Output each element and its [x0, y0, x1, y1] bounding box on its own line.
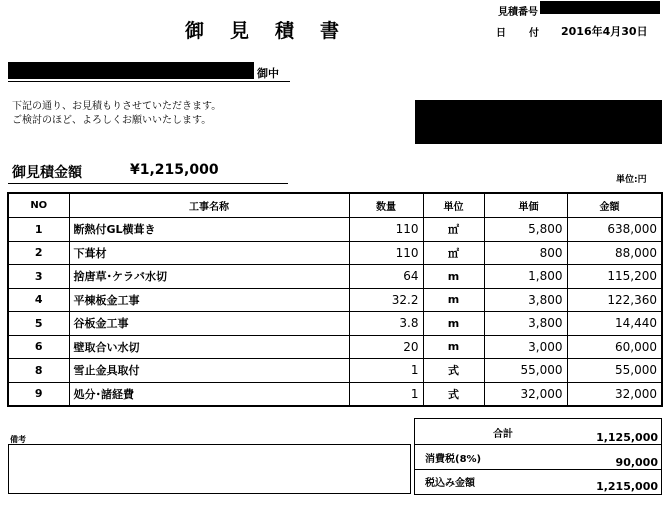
row-no: 3 — [8, 265, 69, 289]
row-amount: 638,000 — [567, 218, 662, 242]
row-amount: 115,200 — [567, 265, 662, 289]
row-unit-price: 3,000 — [484, 335, 567, 359]
row-amount: 14,440 — [567, 312, 662, 336]
row-amount: 32,000 — [567, 382, 662, 406]
subtotal-value: 1,125,000 — [596, 431, 658, 444]
estimate-number-redacted — [540, 1, 660, 14]
row-no: 8 — [8, 359, 69, 383]
table-header-row — [8, 193, 662, 218]
estimate-number-label: 見積番号 — [498, 7, 538, 18]
tax-value: 90,000 — [615, 456, 658, 469]
summary-box — [414, 418, 662, 495]
header-unit-price: 単価 — [484, 193, 567, 218]
row-amount: 55,000 — [567, 359, 662, 383]
estimate-table — [7, 192, 663, 407]
intro-text — [12, 100, 221, 128]
row-name: 下葺材 — [69, 241, 349, 265]
row-no: 9 — [8, 382, 69, 406]
row-amount: 88,000 — [567, 241, 662, 265]
row-unit: ㎡ — [423, 218, 484, 242]
table-row — [8, 241, 662, 265]
row-name: 雪止金具取付 — [69, 359, 349, 383]
total-underline — [8, 183, 288, 184]
row-unit: 式 — [423, 359, 484, 383]
row-qty: 110 — [349, 218, 423, 242]
notes-box — [8, 444, 411, 494]
row-unit-price: 1,800 — [484, 265, 567, 289]
row-unit-price: 5,800 — [484, 218, 567, 242]
row-name: 谷板金工事 — [69, 312, 349, 336]
summary-divider-1 — [415, 444, 661, 445]
tax-label: 消費税(8%) — [425, 454, 482, 465]
row-unit: ㎡ — [423, 241, 484, 265]
row-name: 壁取合い水切 — [69, 335, 349, 359]
header-name: 工事名称 — [69, 193, 349, 218]
intro-line-1: 下記の通り、お見積もりさせていただきます。 — [12, 101, 222, 112]
row-no: 4 — [8, 288, 69, 312]
row-unit: m — [423, 335, 484, 359]
row-unit-price: 800 — [484, 241, 567, 265]
company-info-redacted — [415, 100, 662, 144]
table-row — [8, 288, 662, 312]
header-qty: 数量 — [349, 193, 423, 218]
row-qty: 64 — [349, 265, 423, 289]
header-amount: 金額 — [567, 193, 662, 218]
page-title: 御見積書 — [185, 20, 366, 42]
header-unit: 単位 — [423, 193, 484, 218]
row-qty: 1 — [349, 382, 423, 406]
table-row — [8, 218, 662, 242]
table-row — [8, 312, 662, 336]
row-unit: m — [423, 288, 484, 312]
table-row — [8, 359, 662, 383]
row-qty: 110 — [349, 241, 423, 265]
unit-note: 単位:円 — [616, 175, 647, 185]
client-name-redacted — [8, 62, 254, 79]
row-name: 捨唐草･ケラバ水切 — [69, 265, 349, 289]
table-row — [8, 265, 662, 289]
date-label-right: 付 — [529, 28, 540, 39]
row-qty: 32.2 — [349, 288, 423, 312]
total-amount-value: ¥1,215,000 — [130, 162, 219, 178]
client-suffix: 御中 — [257, 67, 279, 80]
grand-total-value: 1,215,000 — [596, 480, 658, 493]
row-unit-price: 3,800 — [484, 312, 567, 336]
row-qty: 3.8 — [349, 312, 423, 336]
table-row — [8, 382, 662, 406]
row-no: 2 — [8, 241, 69, 265]
row-unit: m — [423, 312, 484, 336]
table-row — [8, 335, 662, 359]
row-unit: m — [423, 265, 484, 289]
row-name: 処分･諸経費 — [69, 382, 349, 406]
intro-line-2: ご検討のほど、よろしくお願いいたします。 — [12, 115, 212, 126]
date-value: 2016年4月30日 — [561, 25, 648, 38]
row-no: 5 — [8, 312, 69, 336]
row-unit-price: 32,000 — [484, 382, 567, 406]
row-qty: 20 — [349, 335, 423, 359]
date-label — [496, 24, 540, 39]
row-amount: 122,360 — [567, 288, 662, 312]
grand-total-label: 税込み金額 — [425, 478, 475, 489]
row-no: 6 — [8, 335, 69, 359]
row-unit: 式 — [423, 382, 484, 406]
summary-divider-2 — [415, 469, 661, 470]
header-no: NO — [8, 193, 69, 218]
row-name: 断熱付GL横葺き — [69, 218, 349, 242]
subtotal-label: 合計 — [493, 429, 513, 440]
total-amount-label: 御見積金額 — [12, 165, 82, 181]
row-unit-price: 3,800 — [484, 288, 567, 312]
client-underline — [8, 81, 290, 82]
row-name: 平棟板金工事 — [69, 288, 349, 312]
row-qty: 1 — [349, 359, 423, 383]
date-label-left: 日 — [496, 28, 507, 39]
row-amount: 60,000 — [567, 335, 662, 359]
row-no: 1 — [8, 218, 69, 242]
row-unit-price: 55,000 — [484, 359, 567, 383]
notes-label: 備考 — [10, 435, 26, 444]
